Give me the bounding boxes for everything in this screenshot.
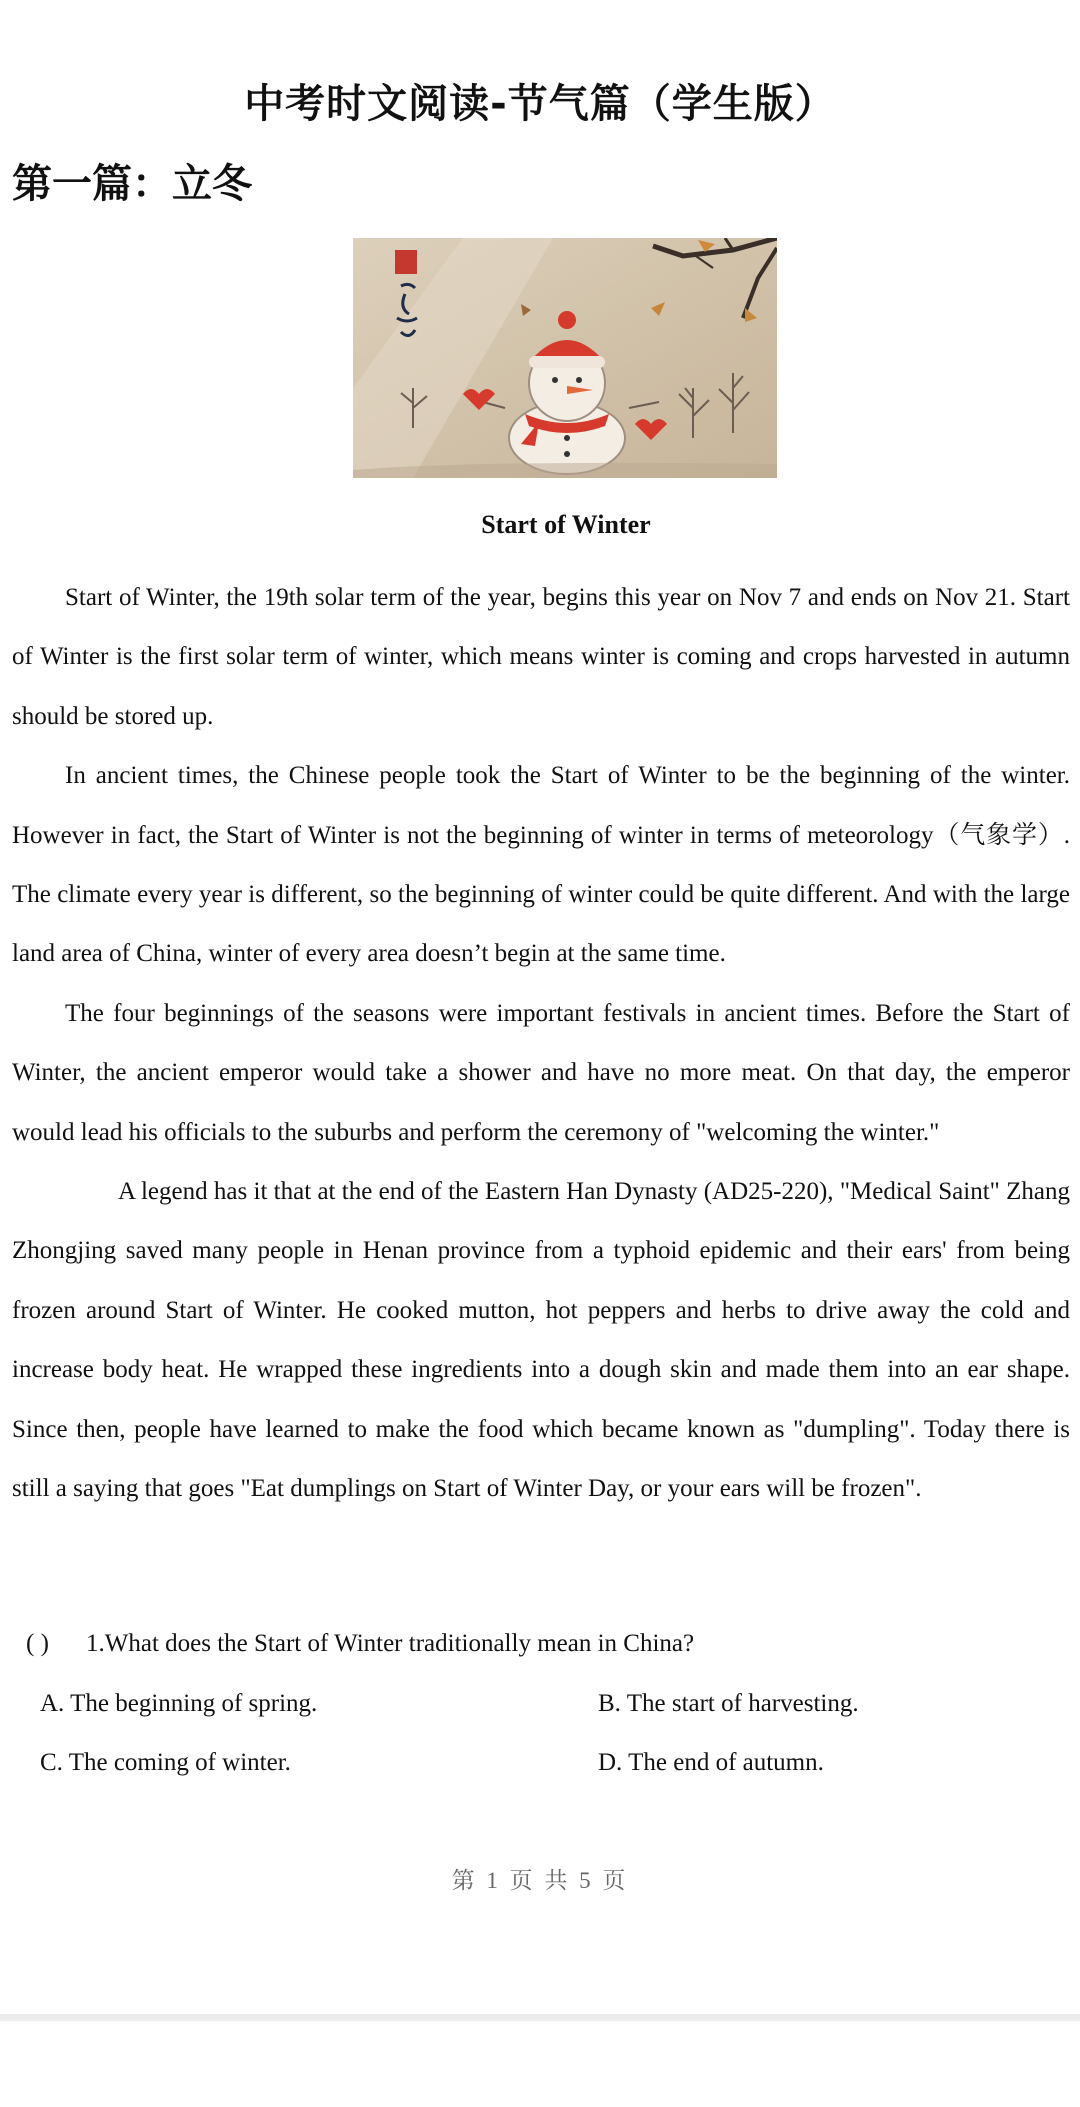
article-paragraph: Start of Winter, the 19th solar term of the year, begins this year on Nov 7 and ends on Nov 21. Start of Winter is the first solar term of winter, which means winter is coming and crops harvested in autumn should be stored up.	[12, 584, 1070, 730]
answer-blank: ( )	[26, 1630, 49, 1657]
option-d: D. The end of autumn.	[598, 1749, 824, 1776]
snowman-illustration	[353, 238, 777, 478]
option-c: C. The coming of winter.	[40, 1749, 291, 1776]
document-title: 中考时文阅读-节气篇（学生版）	[244, 81, 836, 127]
article-body	[12, 568, 1070, 1519]
question-text: 1.What does the Start of Winter traditionally mean in China?	[86, 1630, 695, 1657]
article-paragraph: The four beginnings of the seasons were important festivals in ancient times. Before the Start of Winter, the ancient emperor would take a shower and have no more meat. On that day, the emperor would lead his officials to the suburbs and perform the ceremony of "welcoming the winter."	[12, 999, 1070, 1146]
page-number: 第 1 页 共 5 页	[451, 1868, 629, 1893]
page-divider	[0, 2014, 1080, 2021]
section-title: 第一篇：立冬	[12, 161, 252, 207]
question-1	[26, 1630, 694, 1658]
article-paragraph: In ancient times, the Chinese people took the Start of Winter to be the beginning of the winter. However in fact, the Start of Winter is not the beginning of winter in terms of meteorology（气象学）. The climate every year is different, so the beginning of winter could be quite different. And with the large land area of China, winter of every area doesn’t begin at the same time.	[12, 762, 1070, 968]
article-paragraph: A legend has it that at the end of the Eastern Han Dynasty (AD25-220), "Medical Saint" Zhang Zhongjing saved many people in Henan province from a typhoid epidemic and their ears' from being frozen around Start of Winter. He cooked mutton, hot peppers and herbs to drive away the cold and increase body heat. He wrapped these ingredients into a dough skin and made them into an ear shape. Since then, people have learned to make the food which became known as "dumpling". Today there is still a saying that goes "Eat dumplings on Start of Winter Day, or your ears will be frozen".	[12, 1178, 1070, 1503]
article-title: Start of Winter	[481, 510, 651, 539]
option-a: A. The beginning of spring.	[40, 1690, 318, 1717]
option-b: B. The start of harvesting.	[598, 1690, 859, 1717]
